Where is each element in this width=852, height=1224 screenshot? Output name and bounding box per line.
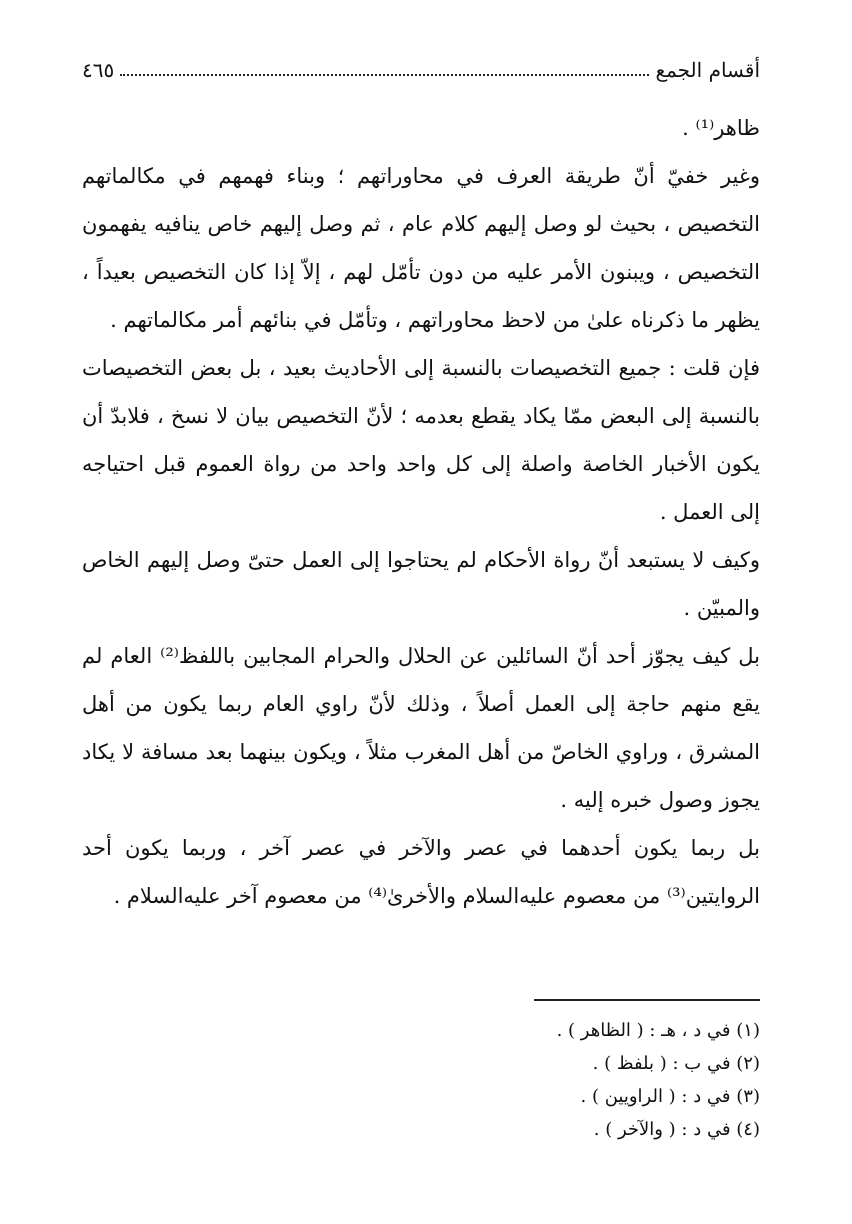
paragraph: بل ربما يكون أحدهما في عصر والآخر في عصر آخر ، وربما يكون أحد الروايتين⁽³⁾ من معصوم عليه‌السلام والأخرىٰ⁽⁴⁾ من معصوم آخر عليه‌السلام .: [82, 836, 760, 908]
page-number: ٤٦٥: [82, 58, 115, 82]
book-page: [82, 36, 760, 1186]
footnote-separator: [534, 999, 760, 1001]
paragraph: ظاهر⁽¹⁾ .: [682, 116, 760, 140]
paragraph: وكيف لا يستبعد أنّ رواة الأحكام لم يحتاجوا إلى العمل حتىّ وصل إليهم الخاص والمبيّن .: [82, 548, 760, 620]
paragraph: بل كيف يجوّز أحد أنّ السائلين عن الحلال والحرام المجابين باللفظ⁽²⁾ العام لم يقع منهم حاجة إلى العمل أصلاً ، وذلك لأنّ راوي العام ربما يكون من أهل المشرق ، وراوي الخاصّ من أهل المغرب مثلاً ، ويكون بينهما بعد مسافة لا يكاد يجوز وصول خبره إليه .: [82, 644, 760, 812]
header-leader-dots: [120, 74, 649, 76]
footnote: (٢) في ب : ( بلفظ ) .: [592, 1053, 760, 1074]
paragraph: وغير خفيّ أنّ طريقة العرف في محاوراتهم ؛ وبناء فهمهم في مكالماتهم التخصيص ، بحيث لو وصل إليهم كلام عام ، ثم وصل إليهم خاص ينافيه يفهمون التخصيص ، ويبنون الأمر عليه من دون تأمّل لهم ، إلاّ إذا كان التخصيص بعيداً ، يظهر ما ذكرناه علىٰ من لاحظ محاوراتهم ، وتأمّل في بنائهم أمر مكالماتهم .: [82, 164, 760, 332]
running-header: [82, 36, 760, 80]
paragraph: فإن قلت : جميع التخصيصات بالنسبة إلى الأحاديث بعيد ، بل بعض التخصيصات بالنسبة إلى البعض ممّا يكاد يقطع بعدمه ؛ لأنّ التخصيص بيان لا نسخ ، فلابدّ أن يكون الأخبار الخاصة واصلة إلى كل واحد واحد من رواة العموم قبل احتياجه إلى العمل .: [82, 356, 761, 524]
chapter-title: أقسام الجمع: [655, 58, 760, 82]
main-text: [82, 104, 760, 920]
footnote: (٣) في د : ( الراويين ) .: [580, 1086, 760, 1107]
footnotes: [82, 1014, 760, 1146]
footnote: (٤) في د : ( والآخر ) .: [593, 1119, 760, 1140]
footnote: (١) في د ، هـ : ( الظاهر ) .: [556, 1020, 760, 1041]
